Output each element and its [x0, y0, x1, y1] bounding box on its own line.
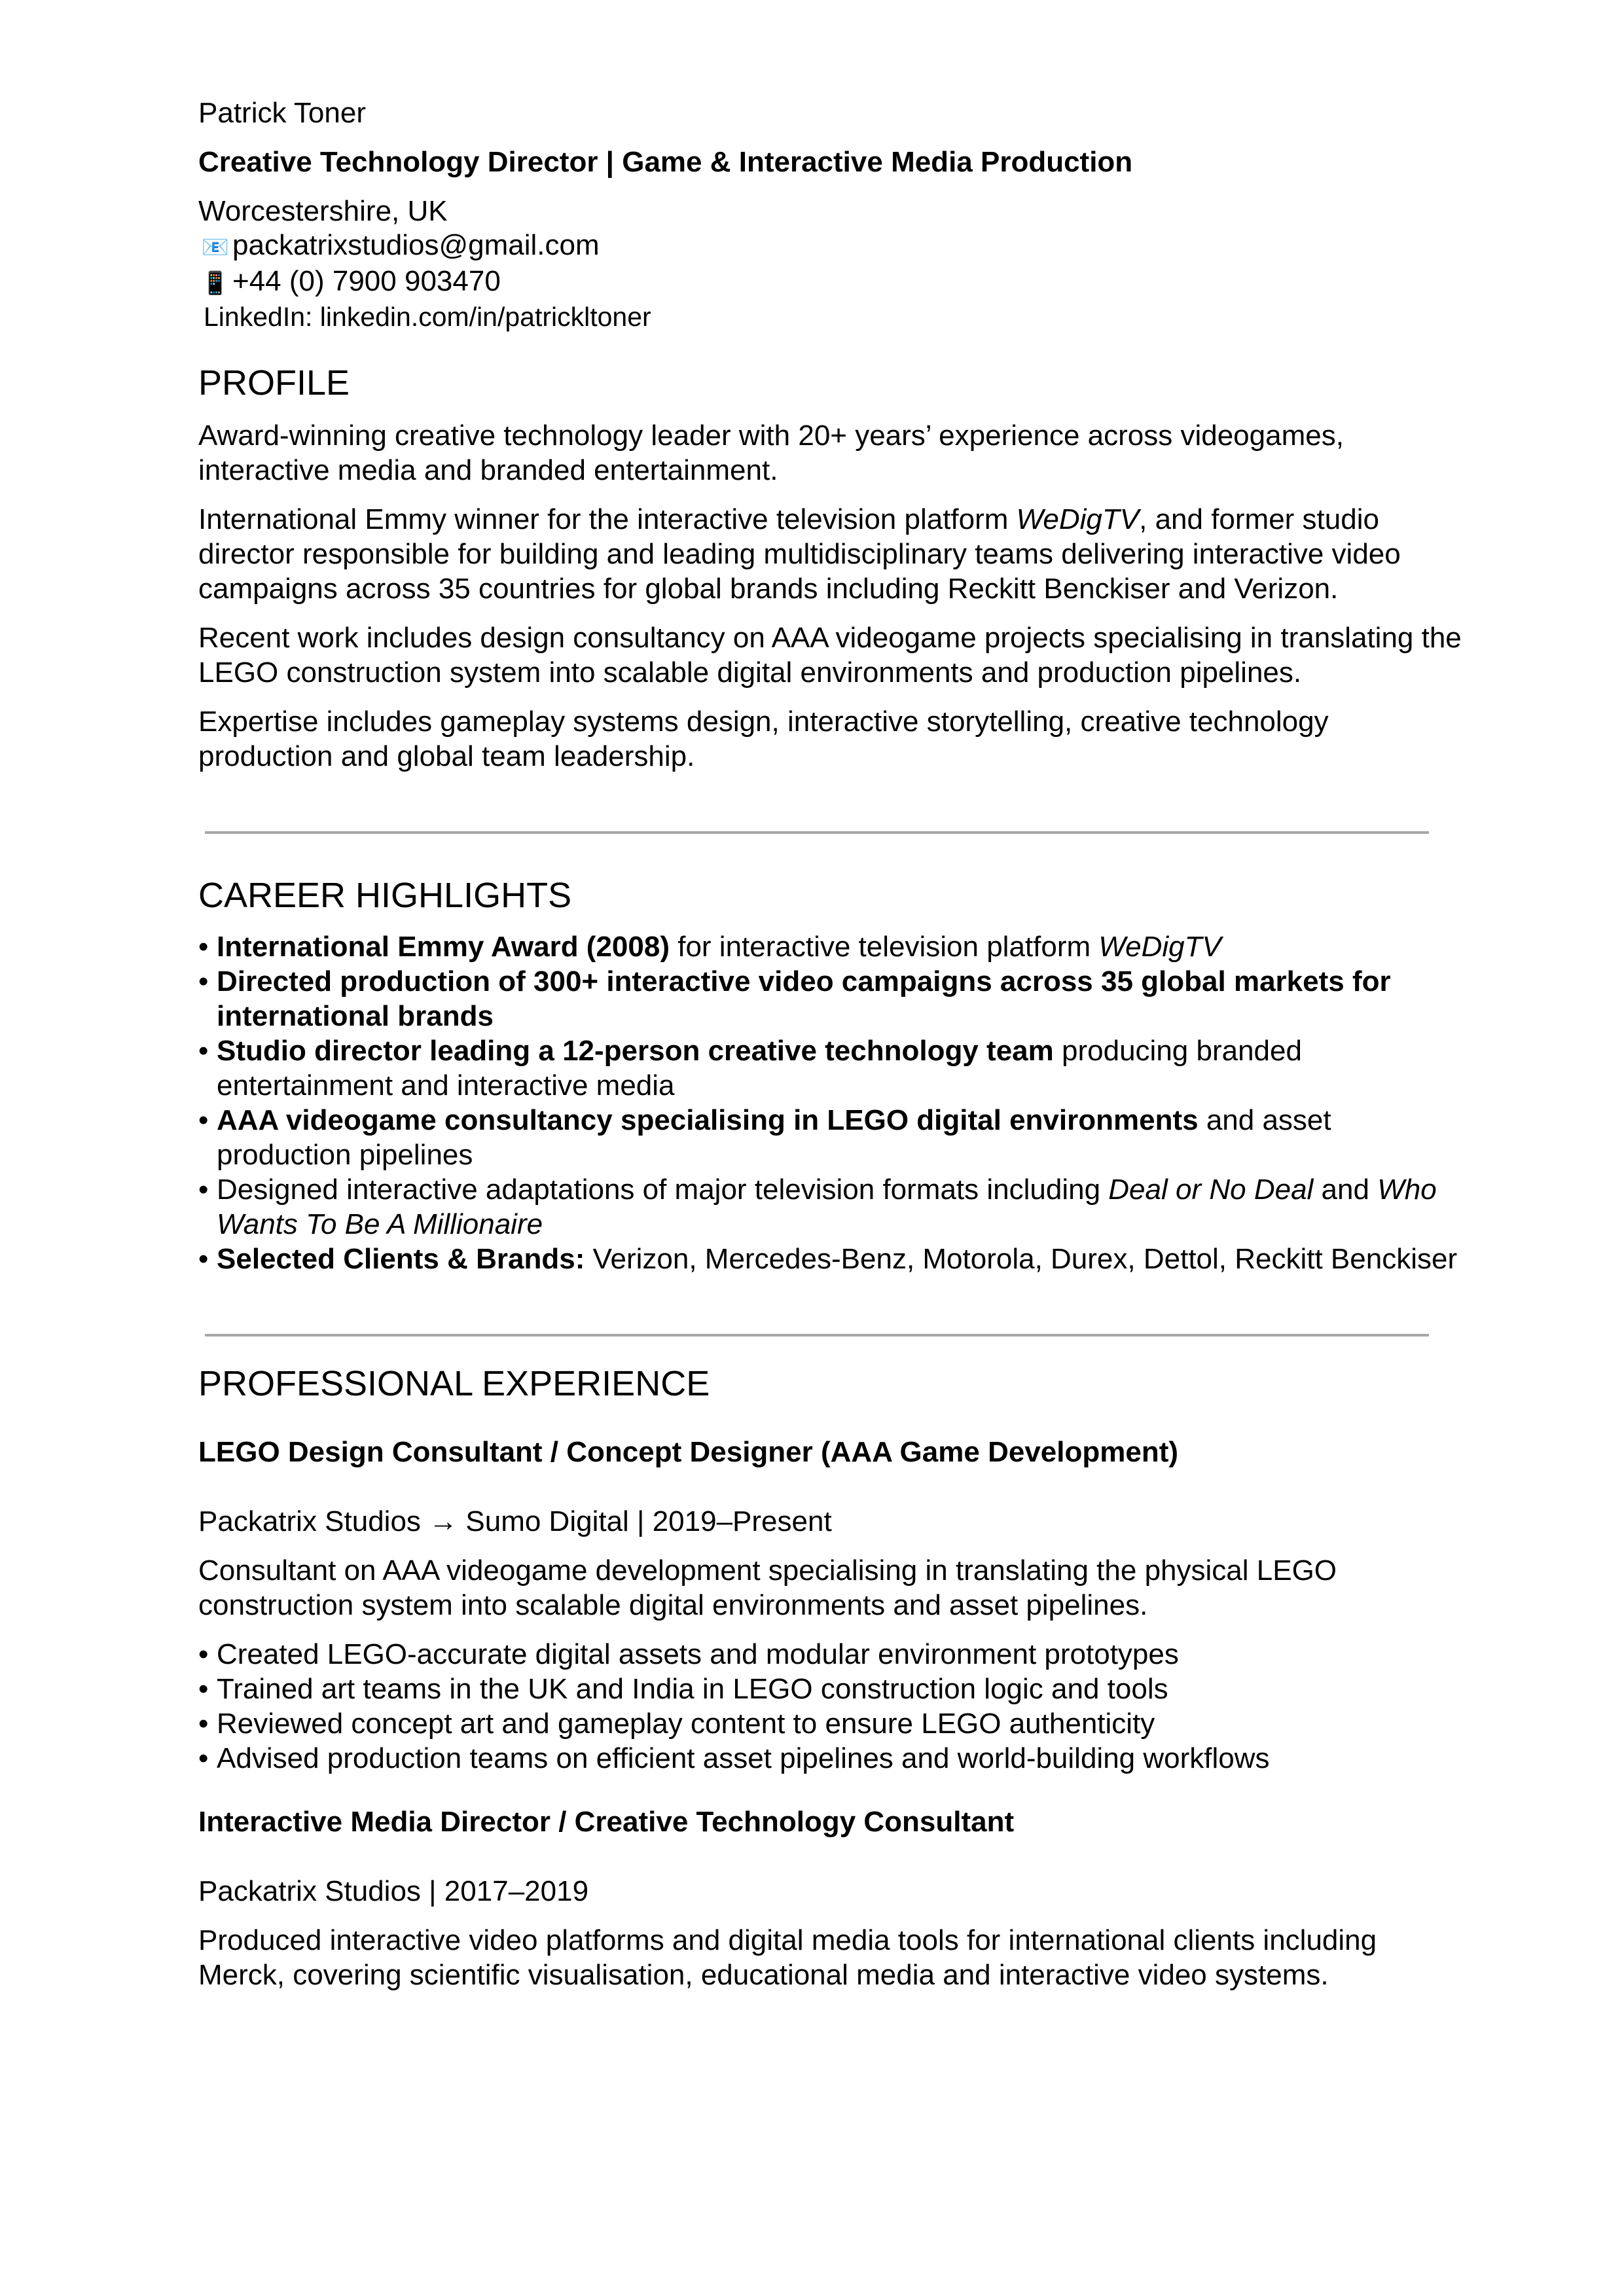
email-line: [198, 228, 1462, 264]
highlight-bold: International Emmy Award (2008): [217, 931, 670, 963]
career-highlights-list: [198, 929, 1462, 1276]
job-title: LEGO Design Consultant / Concept Designer (AAA Game Development): [198, 1436, 1179, 1468]
email-icon: 📧: [201, 235, 230, 260]
list-item: [198, 1172, 1462, 1242]
bullet-glyph: •: [198, 1035, 209, 1067]
profile-paragraph-1: Award-winning creative technology leader with 20+ years’ experience across videogames, interactive media and branded entertainment.: [198, 420, 1344, 486]
candidate-location: Worcestershire, UK: [198, 195, 448, 227]
section-divider: [205, 831, 1429, 834]
job-bullet-text: Trained art teams in the UK and India in LEGO construction logic and tools: [217, 1673, 1168, 1705]
linkedin-line: LinkedIn: linkedin.com/in/patrickltoner: [204, 302, 651, 332]
profile-paragraph-4: Expertise includes gameplay systems design, interactive storytelling, creative technology production and global team leadership.: [198, 706, 1329, 772]
job-title: Interactive Media Director / Creative Technology Consultant: [198, 1806, 1015, 1838]
job-company-dates: Packatrix Studios | 2017–2019: [198, 1875, 589, 1907]
resume-page: [198, 92, 1462, 1992]
section-divider: [205, 1334, 1429, 1336]
job-summary: Consultant on AAA videogame development specialising in translating the physical LEGO construction system into scalable digital environments and asset pipelines.: [198, 1554, 1337, 1621]
bullet-glyph: •: [198, 1673, 209, 1705]
job-bullet-text: Advised production teams on efficient asset pipelines and world-building workflows: [217, 1742, 1270, 1774]
profile-paragraph-3: Recent work includes design consultancy on AAA videogame projects specialising in translating the LEGO construction system into scalable digital environments and production pipelines.: [198, 622, 1462, 689]
email-address: packatrixstudios@gmail.com: [232, 229, 600, 261]
candidate-headline: Creative Technology Director | Game & Interactive Media Production: [198, 146, 1133, 178]
bullet-glyph: •: [198, 965, 209, 997]
highlight-text: for interactive television platform: [670, 931, 1099, 963]
highlight-bold: Directed production of 300+ interactive video campaigns across 35 global markets for international brands: [217, 965, 1391, 1032]
list-item: [198, 929, 1462, 964]
job-company-dates: Packatrix Studios → Sumo Digital | 2019–Present: [198, 1505, 832, 1537]
highlight-text: and: [1313, 1174, 1378, 1206]
bullet-glyph: •: [198, 1174, 209, 1206]
profile-p2-italic: WeDigTV: [1016, 503, 1140, 535]
bullet-glyph: •: [198, 1742, 209, 1774]
job-bullet-text: Created LEGO-accurate digital assets and modular environment prototypes: [217, 1638, 1179, 1670]
list-item: [198, 1741, 1462, 1776]
bullet-glyph: •: [198, 1104, 209, 1136]
highlight-text: and asset production pipelines: [217, 1104, 1331, 1171]
highlight-bold: Studio director leading a 12-person creative technology team: [217, 1035, 1054, 1067]
career-highlights-heading: CAREER HIGHLIGHTS: [198, 876, 572, 915]
bullet-glyph: •: [198, 931, 209, 963]
highlight-italic: Deal or No Deal: [1108, 1174, 1314, 1206]
job-bullet-text: Reviewed concept art and gameplay content to ensure LEGO authenticity: [217, 1708, 1155, 1740]
highlight-bold: Selected Clients & Brands:: [217, 1243, 585, 1275]
highlight-text: Designed interactive adaptations of major television formats including: [217, 1174, 1109, 1206]
list-item: [198, 1637, 1462, 1672]
bullet-glyph: •: [198, 1243, 209, 1275]
profile-p2-text: International Emmy winner for the interactive television platform: [198, 503, 1017, 535]
list-item: [198, 1103, 1462, 1172]
list-item: [198, 964, 1462, 1033]
phone-number: +44 (0) 7900 903470: [232, 265, 501, 297]
highlight-bold: AAA videogame consultancy specialising in LEGO digital environments: [217, 1104, 1199, 1136]
highlight-text: producing branded entertainment and interactive media: [217, 1035, 1302, 1102]
list-item: [198, 1242, 1462, 1276]
bullet-glyph: •: [198, 1638, 209, 1670]
candidate-name: Patrick Toner: [198, 97, 366, 129]
profile-p2-text-after: , and former studio director responsible for building and leading multidisciplinary teams delivering interactive video campaigns across 35 countries for global brands including Reckitt Benckiser and Verizon.: [198, 503, 1401, 605]
job-bullet-list: [198, 1637, 1462, 1776]
list-item: [198, 1672, 1462, 1706]
bullet-glyph: •: [198, 1708, 209, 1740]
highlight-italic: WeDigTV: [1098, 931, 1221, 963]
highlight-italic: Who Wants To Be A Millionaire: [217, 1174, 1437, 1240]
highlight-text: Verizon, Mercedes-Benz, Motorola, Durex, Dettol, Reckitt Benckiser: [585, 1243, 1458, 1275]
job-summary: Produced interactive video platforms and digital media tools for international clients including Merck, covering scientific visualisation, educational media and interactive video systems.: [198, 1924, 1377, 1991]
profile-heading: PROFILE: [198, 363, 350, 403]
profile-paragraph-2: [198, 502, 1462, 606]
list-item: [198, 1033, 1462, 1103]
mobile-phone-icon: 📱: [201, 271, 230, 296]
phone-line: [198, 264, 1462, 300]
professional-experience-heading: PROFESSIONAL EXPERIENCE: [198, 1364, 710, 1403]
list-item: [198, 1706, 1462, 1741]
